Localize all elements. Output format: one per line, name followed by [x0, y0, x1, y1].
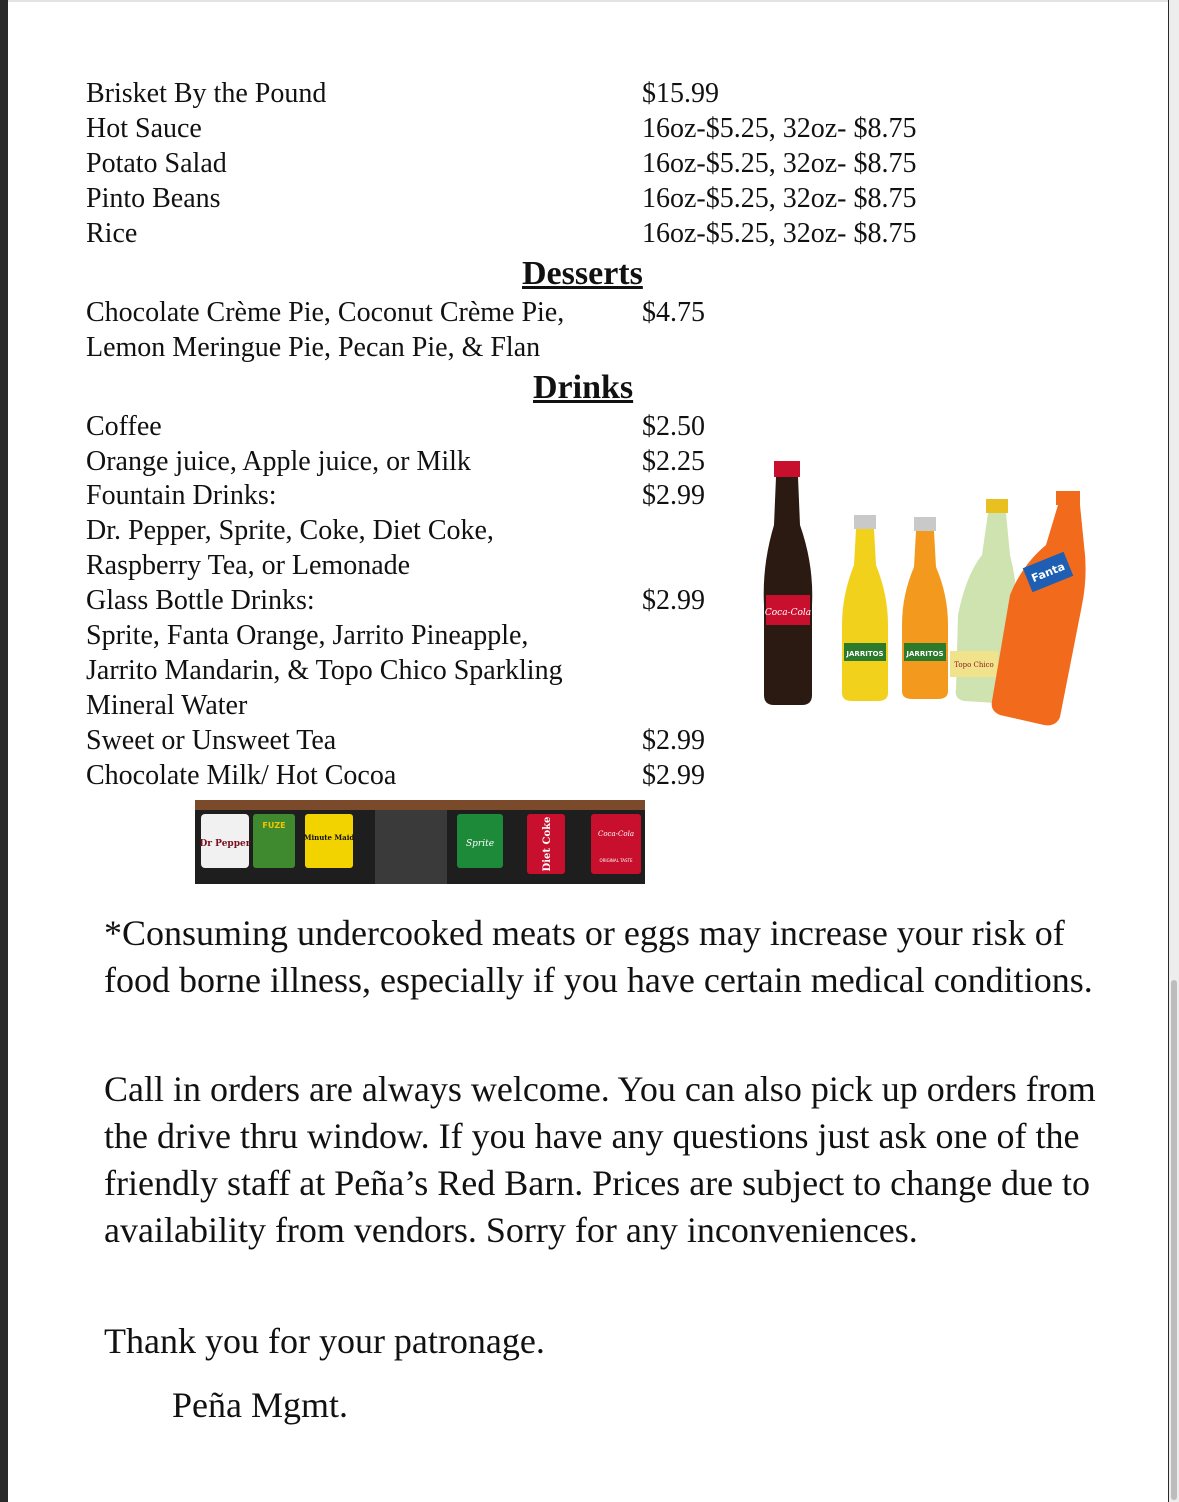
drink-price: $2.99 — [642, 725, 705, 756]
menu-item-price: 16oz-$5.25, 32oz- $8.75 — [642, 113, 917, 144]
fountain-dispenser-image — [195, 800, 645, 884]
drink-description: Raspberry Tea, or Lemonade — [86, 550, 411, 581]
svg-text:Coca-Cola: Coca-Cola — [597, 830, 635, 838]
signature: Peña Mgmt. — [172, 1385, 348, 1425]
svg-text:Topo Chico: Topo Chico — [954, 661, 994, 669]
drink-description: Jarrito Mandarin, & Topo Chico Sparkling — [86, 655, 563, 686]
svg-text:Dr Pepper: Dr Pepper — [199, 839, 251, 849]
jarritos-mandarin-bottle — [902, 517, 948, 699]
menu-item-price: 16oz-$5.25, 32oz- $8.75 — [642, 183, 917, 214]
drink-price: $2.99 — [642, 480, 705, 511]
menu-item-name: Pinto Beans — [86, 183, 221, 214]
drink-description: Mineral Water — [86, 690, 248, 721]
menu-item-name: Hot Sauce — [86, 113, 202, 144]
desserts-heading: Desserts — [522, 255, 643, 292]
menu-item-price: 16oz-$5.25, 32oz- $8.75 — [642, 218, 917, 249]
drink-name: Orange juice, Apple juice, or Milk — [86, 446, 471, 477]
glass-bottles-image — [760, 455, 1090, 735]
ice-dispenser — [375, 810, 447, 884]
coca-cola-bottle — [764, 461, 813, 705]
ordering-info: Call in orders are always welcome. You can also pick up orders from the drive thru window. If you have any questions just ask one of the friendly staff at Peña’s Red Barn. Prices are subject to change due to availability from vendors. Sorry for any inconveniences. — [104, 1069, 1096, 1250]
desserts-line: Lemon Meringue Pie, Pecan Pie, & Flan — [86, 332, 541, 363]
menu-item-name: Brisket By the Pound — [86, 78, 327, 109]
drink-description: Sprite, Fanta Orange, Jarrito Pineapple, — [86, 620, 529, 651]
menu-page — [8, 0, 1168, 1502]
drink-description: Dr. Pepper, Sprite, Coke, Diet Coke, — [86, 515, 494, 546]
drink-name: Glass Bottle Drinks: — [86, 585, 315, 616]
svg-text:Minute Maid: Minute Maid — [303, 833, 355, 842]
drink-name: Sweet or Unsweet Tea — [86, 725, 337, 756]
menu-item-price: $15.99 — [642, 78, 719, 109]
drink-name: Fountain Drinks: — [86, 480, 277, 511]
menu-item-price: 16oz-$5.25, 32oz- $8.75 — [642, 148, 917, 179]
svg-text:Sprite: Sprite — [465, 839, 495, 849]
svg-text:JARRITOS: JARRITOS — [846, 650, 884, 658]
drink-name: Coffee — [86, 411, 162, 442]
top-divider — [8, 0, 1168, 2]
desserts-line: Chocolate Crème Pie, Coconut Crème Pie, — [86, 297, 565, 328]
svg-text:Coca-Cola: Coca-Cola — [764, 608, 812, 618]
menu-item-name: Rice — [86, 218, 138, 249]
scrollbar-thumb[interactable] — [1171, 980, 1177, 1500]
jarritos-pineapple-bottle — [842, 515, 888, 701]
svg-text:Fanta: Fanta — [1029, 559, 1067, 586]
coca-cola-panel — [591, 814, 641, 874]
food-safety-warning: *Consuming undercooked meats or eggs may increase your risk of food borne illness, especially if you have certain medical conditions. — [104, 913, 1093, 1000]
drink-price: $2.99 — [642, 760, 705, 791]
desserts-price: $4.75 — [642, 297, 705, 328]
drink-price: $2.99 — [642, 585, 705, 616]
menu-item-name: Potato Salad — [86, 148, 227, 179]
svg-text:Diet Coke: Diet Coke — [542, 816, 553, 872]
scrollbar-track[interactable] — [1169, 0, 1179, 1502]
svg-text:ORIGINAL TASTE: ORIGINAL TASTE — [599, 858, 633, 863]
drink-price: $2.50 — [642, 411, 705, 442]
drink-name: Chocolate Milk/ Hot Cocoa — [86, 760, 397, 791]
svg-text:JARRITOS: JARRITOS — [906, 650, 944, 658]
drink-price: $2.25 — [642, 446, 705, 477]
thank-you-note: Thank you for your patronage. — [104, 1321, 545, 1361]
drinks-heading: Drinks — [533, 369, 634, 406]
svg-text:FUZE: FUZE — [262, 821, 286, 830]
